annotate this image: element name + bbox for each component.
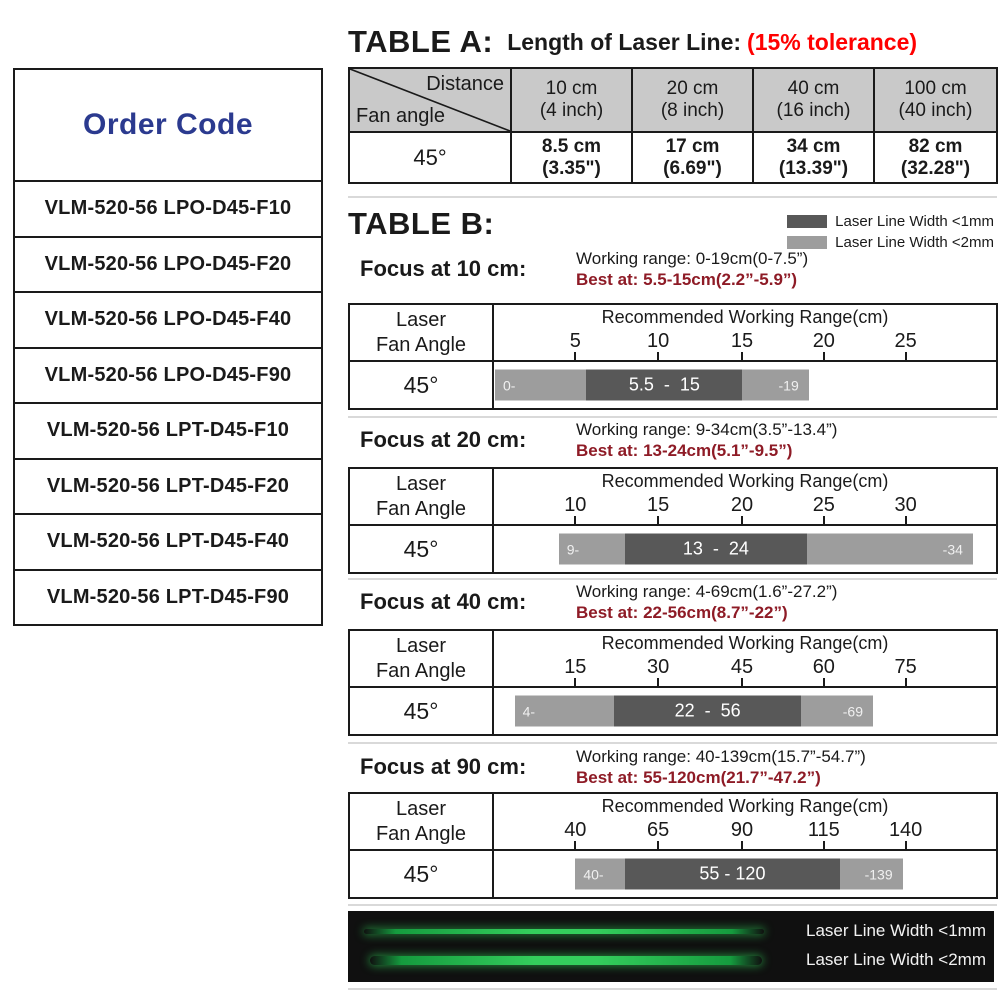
table-b-title: TABLE B:: [348, 206, 495, 241]
table-a-subtitle: Length of Laser Line:: [507, 28, 742, 55]
axis-tick-mark: [905, 516, 907, 524]
axis-tick-label: 30: [894, 494, 917, 516]
col-header-line: 20 cm: [666, 78, 719, 99]
fan-angle-header: Laser Fan Angle: [350, 469, 494, 524]
best-at-text: Best at: 5.5-15cm(2.2”-5.9”): [576, 270, 798, 289]
order-code-table: [13, 68, 323, 626]
range-bar-row: [494, 849, 996, 897]
table-a-value-cell: [510, 131, 631, 182]
axis-tick-label: 75: [894, 656, 917, 678]
axis-header: [494, 794, 996, 849]
section-divider: [348, 742, 997, 744]
axis-tick-label: 15: [647, 494, 670, 516]
laser-line-thick: [370, 956, 762, 965]
focus-20-chart: [348, 467, 998, 574]
axis-header: [494, 469, 996, 524]
axis-tick-label: 25: [894, 330, 917, 352]
axis-title: Recommended Working Range(cm): [601, 471, 889, 491]
range-bar-segment-light: -34: [807, 534, 973, 565]
range-bar-row: [494, 686, 996, 734]
axis-tick-mark: [741, 352, 743, 360]
fan-angle-header: Laser Fan Angle: [350, 305, 494, 360]
axis-tick-mark: [905, 678, 907, 686]
range-bar-segment-light: -69: [801, 696, 873, 727]
laser-width-label-2mm: Laser Line Width <2mm: [806, 950, 986, 969]
corner-distance-label: Distance: [426, 73, 504, 95]
col-header-line: (16 inch): [776, 100, 851, 121]
axis-tick-label: 10: [647, 330, 670, 352]
value-line: (32.28"): [900, 157, 971, 179]
working-range-text: Working range: 0-19cm(0-7.5”): [576, 249, 809, 268]
axis-tick-mark: [741, 841, 743, 849]
legend-label: Laser Line Width <2mm: [835, 234, 994, 251]
axis-tick-label: 40: [564, 819, 587, 841]
axis-tick-label: 45: [730, 656, 754, 678]
fan-angle-value: 45°: [350, 360, 494, 408]
focus-label: Focus at 90 cm:: [360, 754, 527, 779]
section-divider: [348, 988, 997, 990]
order-code-title: Order Code: [82, 108, 254, 141]
range-bar-segment-light: 9-: [559, 534, 625, 565]
col-header-line: (8 inch): [660, 100, 725, 121]
focus-20-heading: [360, 419, 837, 461]
focus-90-heading: [360, 746, 866, 788]
focus-label: Focus at 20 cm:: [360, 427, 527, 452]
axis-tick-mark: [823, 516, 825, 524]
axis-tick-mark: [574, 841, 576, 849]
axis-tick-mark: [574, 352, 576, 360]
range-bar-segment-dark: 13 - 24: [625, 534, 807, 565]
best-at-text: Best at: 55-120cm(21.7”-47.2”): [576, 768, 821, 787]
legend-row: [787, 213, 994, 230]
focus-40-chart: [348, 629, 998, 736]
working-range-text: Working range: 4-69cm(1.6”-27.2”): [576, 582, 838, 601]
table-a-value-cell: [752, 131, 873, 182]
col-header-line: (40 inch): [898, 100, 973, 121]
legend-row: [787, 234, 994, 251]
fan-angle-value: 45°: [350, 849, 494, 897]
axis-tick-label: 30: [647, 656, 670, 678]
axis-tick-mark: [657, 841, 659, 849]
axis-title: Recommended Working Range(cm): [601, 633, 889, 653]
table-a-title: TABLE A:: [348, 24, 494, 59]
working-range-text: Working range: 40-139cm(15.7”-54.7”): [576, 747, 866, 766]
table-a-col-header: [873, 69, 996, 131]
range-bar-segment-light: 40-: [575, 859, 625, 890]
order-code-row: VLM-520-56 LPO-D45-F10: [15, 180, 321, 236]
table-a-col-header: [752, 69, 873, 131]
table-a: [348, 67, 998, 184]
fan-angle-header: Laser Fan Angle: [350, 631, 494, 686]
section-divider: [348, 416, 997, 418]
col-header-line: 40 cm: [787, 78, 840, 99]
axis-tick-mark: [574, 516, 576, 524]
best-at-text: Best at: 13-24cm(5.1”-9.5”): [576, 441, 793, 460]
axis-tick-mark: [823, 678, 825, 686]
focus-label: Focus at 10 cm:: [360, 256, 527, 281]
laser-line-thin: [364, 929, 764, 934]
order-code-row: VLM-520-56 LPO-D45-F20: [15, 236, 321, 292]
axis-tick-label: 140: [888, 819, 923, 841]
working-range-text: Working range: 9-34cm(3.5”-13.4”): [576, 420, 838, 439]
range-bar-segment-dark: 5.5 - 15: [586, 370, 742, 401]
section-divider: [348, 904, 997, 906]
range-bar-row: [494, 524, 996, 572]
range-bar-segment-dark: 22 - 56: [614, 696, 801, 727]
table-a-fan-angle-cell: 45°: [350, 131, 510, 182]
laser-width-legend: [787, 213, 994, 251]
axis-header: [494, 631, 996, 686]
axis-title: Recommended Working Range(cm): [601, 796, 889, 816]
axis-title: Recommended Working Range(cm): [601, 307, 889, 327]
axis-tick-label: 20: [730, 494, 754, 516]
focus-10-heading: [360, 248, 808, 290]
table-a-corner-cell: [350, 69, 510, 131]
laser-line-photo: [348, 911, 994, 982]
axis-tick-label: 25: [812, 494, 835, 516]
table-a-col-header: [631, 69, 752, 131]
corner-fan-angle-label: Fan angle: [356, 105, 445, 127]
axis-tick-mark: [741, 678, 743, 686]
fan-angle-value: 45°: [350, 686, 494, 734]
axis-tick-label: 5: [569, 330, 581, 352]
focus-10-chart: [348, 303, 998, 410]
focus-90-chart: [348, 792, 998, 899]
axis-tick-mark: [741, 516, 743, 524]
table-a-heading: [348, 24, 917, 60]
legend-swatch-dark: [787, 215, 827, 228]
range-bar-segment-light: 0-: [495, 370, 586, 401]
fan-angle-header: Laser Fan Angle: [350, 794, 494, 849]
order-code-rows: [15, 180, 321, 624]
value-line: (13.39"): [778, 157, 849, 179]
section-divider: [348, 196, 997, 198]
range-bar-segment-light: 4-: [515, 696, 614, 727]
order-code-row: VLM-520-56 LPO-D45-F40: [15, 291, 321, 347]
section-divider: [348, 578, 997, 580]
axis-tick-label: 15: [564, 656, 587, 678]
table-a-tolerance: (15% tolerance): [747, 28, 918, 55]
range-bar-segment-light: -139: [840, 859, 903, 890]
axis-tick-mark: [823, 352, 825, 360]
best-at-text: Best at: 22-56cm(8.7”-22”): [576, 603, 788, 622]
focus-40-heading: [360, 581, 837, 623]
axis-tick-mark: [657, 678, 659, 686]
fan-angle-value: 45°: [350, 524, 494, 572]
value-line: 34 cm: [786, 135, 841, 157]
axis-header: [494, 305, 996, 360]
range-bar-segment-dark: 55 - 120: [625, 859, 840, 890]
axis-tick-label: 15: [730, 330, 754, 352]
order-code-row: VLM-520-56 LPT-D45-F20: [15, 458, 321, 514]
axis-tick-mark: [905, 352, 907, 360]
focus-label: Focus at 40 cm:: [360, 589, 527, 614]
laser-width-label-1mm: Laser Line Width <1mm: [806, 921, 986, 940]
order-code-row: VLM-520-56 LPT-D45-F10: [15, 402, 321, 458]
range-bar-row: [494, 360, 996, 408]
table-a-value-cell: [631, 131, 752, 182]
range-bar-segment-light: -19: [742, 370, 808, 401]
value-line: 82 cm: [908, 135, 963, 157]
table-a-value-cell: [873, 131, 996, 182]
order-code-row: VLM-520-56 LPT-D45-F40: [15, 513, 321, 569]
axis-tick-mark: [905, 841, 907, 849]
axis-tick-mark: [574, 678, 576, 686]
axis-tick-label: 65: [647, 819, 670, 841]
axis-tick-mark: [657, 352, 659, 360]
col-header-line: (4 inch): [539, 100, 604, 121]
order-code-row: VLM-520-56 LPO-D45-F90: [15, 347, 321, 403]
order-code-row: VLM-520-56 LPT-D45-F90: [15, 569, 321, 625]
axis-tick-label: 20: [812, 330, 835, 352]
value-line: 17 cm: [665, 135, 720, 157]
value-line: 8.5 cm: [541, 135, 602, 157]
axis-tick-label: 90: [730, 819, 754, 841]
table-a-col-header: [510, 69, 631, 131]
axis-tick-mark: [657, 516, 659, 524]
axis-tick-label: 115: [807, 819, 840, 841]
legend-label: Laser Line Width <1mm: [835, 213, 994, 230]
axis-tick-label: 60: [812, 656, 835, 678]
axis-tick-label: 10: [564, 494, 587, 516]
value-line: (6.69"): [663, 157, 722, 179]
axis-tick-mark: [823, 841, 825, 849]
value-line: (3.35"): [542, 157, 601, 179]
col-header-line: 100 cm: [904, 78, 967, 99]
col-header-line: 10 cm: [545, 78, 598, 99]
